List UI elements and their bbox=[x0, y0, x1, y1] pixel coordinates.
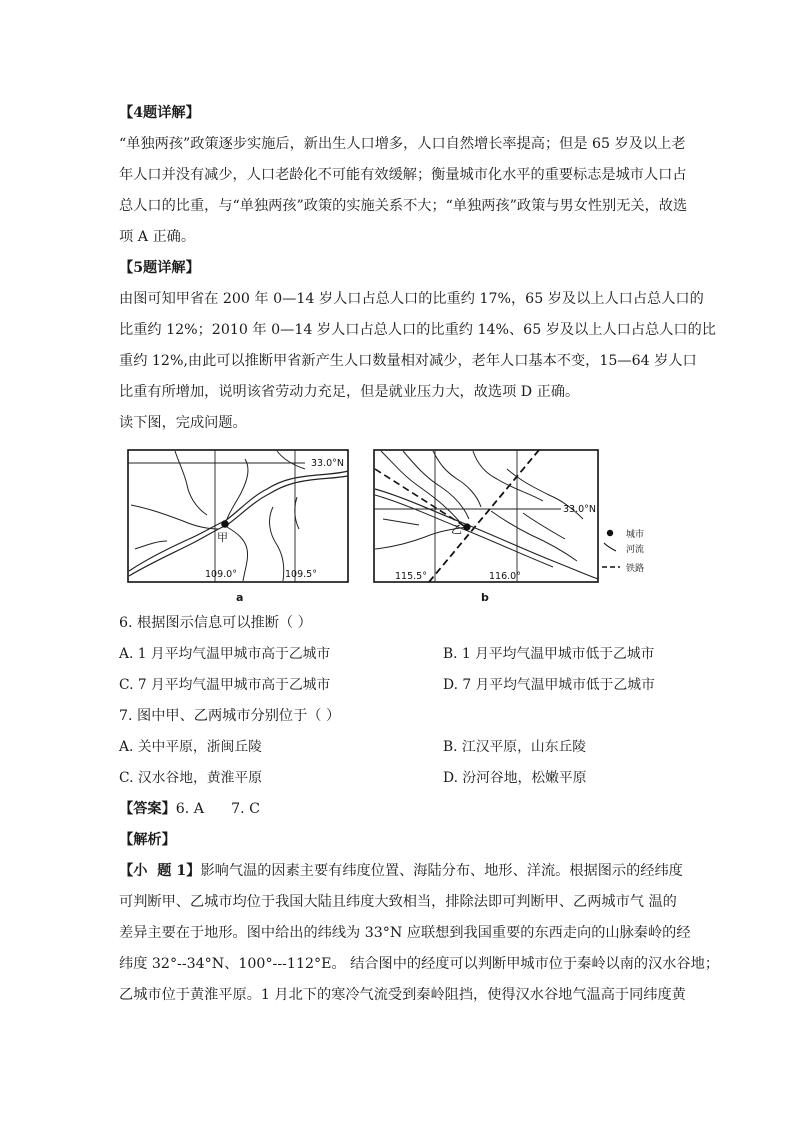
section-5-line-2: 比重约 12%；2010 年 0—14 岁人口占总人口的比重约 14%、65 岁及以上人口占总人口的比 bbox=[119, 322, 716, 338]
question-6-option-d: D. 7 月平均气温甲城市低于乙城市 bbox=[443, 677, 655, 693]
question-7-option-a: A. 关中平原，浙闽丘陵 bbox=[119, 739, 262, 755]
map-b-lon1-label: 115.5° bbox=[395, 571, 427, 582]
map-b-city-label: 乙 bbox=[451, 523, 462, 536]
analysis-line-5: 乙城市位于黄淮平原。1 月北下的寒冷气流受到秦岭阻挡，使得汉水谷地气温高于同纬度黄 bbox=[119, 987, 686, 1003]
analysis-line-1-text: 影响气温的因素主要有纬度位置、海陆分布、地形、洋流。根据图示的经纬度 bbox=[200, 863, 683, 879]
question-6-option-c: C. 7 月平均气温甲城市高于乙城市 bbox=[119, 677, 331, 693]
question-7-option-b: B. 江汉平原，山东丘陵 bbox=[443, 739, 587, 755]
section-5-line-3: 重约 12%,由此可以推断甲省新产生人口数量相对减少，老年人口基本不变，15—64 岁人口 bbox=[119, 353, 697, 369]
section-4-line-4: 项 A 正确。 bbox=[119, 229, 196, 245]
map-b-lon2-label: 116.0° bbox=[489, 571, 521, 582]
section-5-line-1: 由图可知甲省在 200 年 0—14 岁人口占总人口的比重约 17%，65 岁及以上人口占总人口的 bbox=[119, 291, 704, 307]
section-4-title: 【4题详解】 bbox=[119, 105, 200, 121]
map-b-lat-label: 33.0°N bbox=[563, 504, 597, 515]
section-5-line-4: 比重有所增加，说明该省劳动力充足，但是就业压力大，故选项 D 正确。 bbox=[119, 384, 580, 400]
city-jia-marker bbox=[221, 520, 229, 528]
question-7-option-c: C. 汉水谷地，黄淮平原 bbox=[119, 770, 263, 786]
analysis-line-1 bbox=[119, 861, 683, 881]
read-map-prompt: 读下图，完成问题。 bbox=[119, 415, 247, 431]
analysis-line-4: 纬度 32°--34°N、100°---112°E。 结合图中的经度可以判断甲城市位于秦岭以南的汉水谷地； bbox=[119, 956, 720, 972]
section-5-title: 【5题详解】 bbox=[119, 260, 200, 276]
section-4-line-3: 总人口的比重，与“单独两孩”政策的实施关系不大；“单独两孩”政策与男女性别无关，故选 bbox=[119, 198, 688, 214]
analysis-title: 【解析】 bbox=[119, 832, 176, 848]
section-4-line-2: 年人口并没有减少，人口老龄化不可能有效缓解；衡量城市化水平的重要标志是城市人口占 bbox=[119, 167, 687, 183]
map-a-lat-label: 33.0°N bbox=[311, 458, 345, 469]
answer-label: 【答案】 bbox=[119, 801, 176, 817]
legend-river-symbol bbox=[604, 543, 616, 551]
question-7-stem: 7. 图中甲、乙两城市分别位于（ ） bbox=[119, 708, 341, 724]
map-a-city-label: 甲 bbox=[217, 531, 228, 544]
city-yi-marker bbox=[463, 523, 470, 530]
section-4-line-1: “单独两孩”政策逐步实施后，新出生人口增多，人口自然增长率提高；但是 65 岁及以上老 bbox=[119, 136, 686, 152]
question-6-stem: 6. 根据图示信息可以推断（ ） bbox=[119, 615, 312, 631]
analysis-line-3: 差异主要在于地形。图中给出的纬线为 33°N 应联想到我国重要的东西走向的山脉秦岭的经 bbox=[119, 925, 691, 941]
map-b-caption: b bbox=[481, 591, 489, 604]
map-a-lon1-label: 109.0° bbox=[205, 569, 237, 580]
map-a-lon2-label: 109.5° bbox=[285, 569, 317, 580]
legend-river-label: 河流 bbox=[626, 545, 645, 555]
legend-city-symbol bbox=[607, 530, 613, 536]
map-a-caption: a bbox=[236, 591, 244, 604]
legend-railway-label: 铁路 bbox=[626, 564, 645, 574]
analysis-sub-label: 【小 题 1】 bbox=[119, 863, 201, 879]
question-7-option-d: D. 汾河谷地，松嫩平原 bbox=[443, 770, 587, 786]
answer-text: 6. A 7. C bbox=[175, 801, 261, 817]
answer-line bbox=[119, 799, 260, 819]
question-6-option-b: B. 1 月平均气温甲城市低于乙城市 bbox=[443, 646, 655, 662]
legend-city-label: 城市 bbox=[626, 530, 645, 540]
map-legend bbox=[600, 527, 670, 575]
analysis-line-2: 可判断甲、乙城市均位于我国大陆且纬度大致相当，排除法即可判断甲、乙两城市气 温的 bbox=[119, 894, 677, 910]
map-a bbox=[127, 449, 349, 583]
map-b bbox=[373, 449, 599, 583]
question-6-option-a: A. 1 月平均气温甲城市高于乙城市 bbox=[119, 646, 331, 662]
